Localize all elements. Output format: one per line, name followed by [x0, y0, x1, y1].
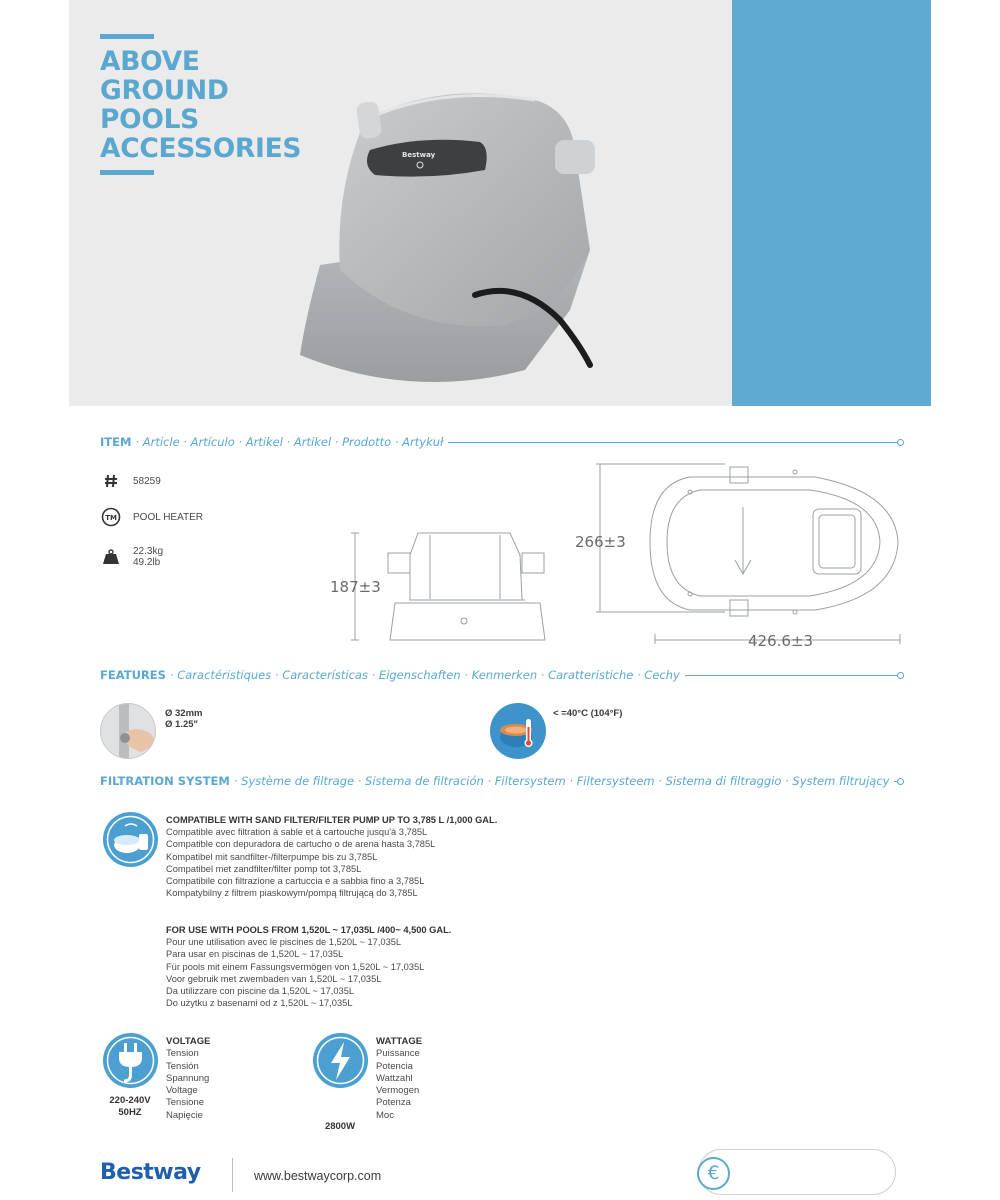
compatibility-line-es: Compatible con depuradora de cartucho o de arena hasta 3,785L — [166, 839, 436, 850]
voltage-label-nl: Voltage — [166, 1085, 198, 1097]
wattage-label-pl: Moc — [376, 1109, 394, 1121]
trademark-icon — [100, 506, 122, 528]
voltage-label-de: Spannung — [166, 1072, 210, 1084]
article-number-row — [100, 470, 161, 492]
lightning-icon — [313, 1033, 368, 1088]
hero-title-bar-top — [100, 34, 154, 39]
product-name: POOL HEATER — [133, 511, 204, 523]
item-section-header — [100, 434, 900, 450]
product-name-row — [100, 506, 203, 528]
item-section-title: ITEM — [100, 435, 132, 449]
weight-kg: 22.3kg — [133, 546, 164, 557]
bestway-logo: Bestway — [100, 1160, 201, 1185]
hero-blue-panel — [732, 0, 931, 406]
pool-size-line-de: Für pools mit einem Fassungsvermögen von 1,520L ~ 17,035L — [166, 961, 425, 972]
compatibility-text-block — [166, 814, 497, 899]
weight-icon — [100, 546, 122, 568]
top-view-drawing — [595, 462, 905, 647]
compatibility-line-de: Kompatibel mit sandfilter-/filterpumpe bis zu 3,785L — [166, 851, 378, 862]
max-temperature-text: < =40°C (104°F) — [553, 708, 623, 719]
temperature-icon — [490, 703, 546, 759]
filter-pump-icon — [103, 812, 158, 867]
product-brand-label: Bestway — [402, 151, 436, 159]
compatibility-line-fr: Compatible avec filtration à sable et à cartouche jusqu'à 3,785L — [166, 827, 428, 838]
compatibility-heading: COMPATIBLE WITH SAND FILTER/FILTER PUMP UP TO 3,785 L /1,000 GAL. — [166, 815, 498, 825]
compatibility-line-nl: Compatibel met zandfilter/filter pomp tot 3,785L — [166, 863, 362, 874]
wattage-label-es: Potencia — [376, 1060, 413, 1072]
compatibility-line-pl: Kompatybilny z filtrem piaskowym/pompą filtrującą do 3,785L — [166, 888, 418, 899]
filtration-section-rule — [894, 781, 900, 782]
voltage-heading: VOLTAGE — [166, 1036, 211, 1047]
voltage-label-it: Tensione — [166, 1097, 205, 1109]
pool-size-heading: FOR USE WITH POOLS FROM 1,520L ~ 17,035L /400~ 4,500 GAL. — [166, 925, 452, 935]
pool-size-line-it: Da utilizzare con piscine da 1,520L ~ 17,035L — [166, 986, 355, 997]
connector-size-image — [100, 703, 156, 759]
weight-lb: 49.2lb — [133, 557, 161, 568]
pool-heater-product-image — [290, 80, 600, 400]
compatibility-line-it: Compatibile con filtrazione a cartuccia e a sabbia fino a 3,785L — [166, 876, 425, 887]
voltage-label-fr: Tension — [166, 1048, 199, 1060]
website-link[interactable]: www.bestwaycorp.com — [254, 1169, 382, 1183]
connector-mm: Ø 32mm — [165, 708, 203, 719]
footer-divider — [232, 1158, 233, 1192]
filtration-section-title: FILTRATION SYSTEM — [100, 774, 230, 788]
features-section-subtitle: · Caractéristiques · Características · Eigenschaften · Kenmerken · Caratteristiche · Cechy — [169, 668, 680, 682]
hash-icon — [100, 470, 122, 492]
wattage-label-it: Potenza — [376, 1097, 411, 1109]
wattage-labels — [376, 1036, 422, 1122]
wattage-label-fr: Puissance — [376, 1048, 420, 1060]
voltage-label-es: Tensión — [166, 1060, 199, 1072]
features-section-header — [100, 667, 900, 683]
voltage-value — [90, 1095, 170, 1119]
connector-size-text — [165, 708, 203, 730]
item-section-subtitle: · Article · Artículo · Artikel · Artikel · Prodotto · Artykuł — [135, 435, 444, 449]
height-dimension: 187±3 — [330, 578, 381, 596]
weight-row — [100, 546, 163, 568]
hero-line-4: ACCESSORIES — [100, 133, 302, 164]
features-section-rule — [685, 675, 900, 676]
hero-line-3: POOLS — [100, 104, 199, 135]
wattage-label-nl: Vermogen — [376, 1085, 420, 1097]
item-section-rule — [448, 442, 900, 443]
euro-icon: € — [697, 1157, 730, 1190]
pool-size-text-block — [166, 924, 451, 1009]
wattage-heading: WATTAGE — [376, 1036, 423, 1047]
width-dimension: 266±3 — [575, 533, 626, 551]
pool-size-line-fr: Pour une utilisation avec le piscines de 1,520L ~ 17,035L — [166, 937, 402, 948]
voltage-frequency: 50HZ — [118, 1107, 142, 1118]
hero-title-bar-bottom — [100, 170, 154, 175]
pool-size-line-es: Para usar en piscinas de 1,520L ~ 17,035L — [166, 949, 344, 960]
weight-values — [133, 546, 163, 568]
voltage-labels — [166, 1036, 211, 1122]
filtration-section-subtitle: · Système de filtrage · Sistema de filtración · Filtersystem · Filtersysteem · Sistema di filtraggio · System filtrujący — [233, 774, 890, 788]
plug-icon — [103, 1033, 158, 1088]
svg-text:TM: TM — [105, 514, 117, 522]
voltage-label-pl: Napięcie — [166, 1109, 203, 1121]
features-section-title: FEATURES — [100, 668, 166, 682]
connector-in: Ø 1.25" — [165, 719, 199, 730]
hero-line-2: GROUND — [100, 75, 229, 106]
hero-line-1: ABOVE — [100, 46, 200, 77]
length-dimension: 426.6±3 — [748, 632, 814, 650]
pool-size-line-nl: Voor gebruik met zwembaden van 1,520L ~ 17,035L — [166, 973, 382, 984]
voltage-range: 220-240V — [109, 1095, 151, 1106]
wattage-label-de: Wattzahl — [376, 1072, 413, 1084]
filtration-section-header — [100, 773, 900, 789]
wattage-value: 2800W — [324, 1121, 356, 1132]
article-number: 58259 — [133, 475, 161, 487]
pool-size-line-pl: Do użytku z basenami od z 1,520L ~ 17,035L — [166, 998, 353, 1009]
